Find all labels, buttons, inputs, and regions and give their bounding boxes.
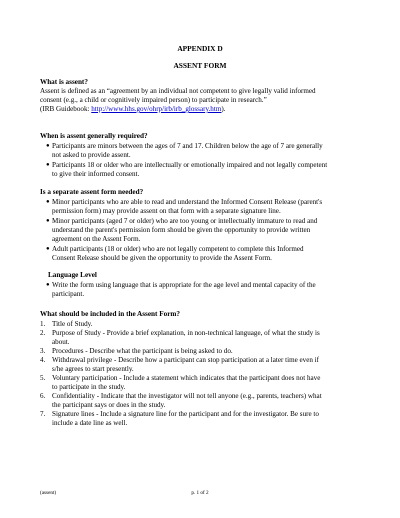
bullet-icon: ● — [46, 199, 50, 205]
item-line: to participate in the study. — [52, 383, 126, 391]
item-line: about. — [52, 338, 70, 346]
list-item-line: Minor participants (aged 7 or older) who are too young or intellectually immature to read and — [52, 217, 318, 225]
bullet-icon: ● — [46, 218, 50, 224]
section-heading-what-included: What should be included in the Assent Form? — [40, 310, 180, 318]
list-item-line: Participants 18 or older who are intellectually or emotionally impaired and not legally competent — [52, 161, 328, 169]
item-line: Withdrawal privilege - Describe how a participant can stop participation at a later time even if — [52, 356, 320, 364]
definition-line-2: consent (e.g., a child or cognitively impaired person) to participate in research.” — [40, 96, 267, 104]
appendix-label: APPENDIX D — [177, 44, 223, 53]
list-item-line: Consent Release should be given the opportunity to provide the Assent Form. — [52, 254, 272, 262]
item-number: 3. — [40, 347, 46, 355]
list-item-line: Participants are minors between the ages of 7 and 17. Children below the age of 7 are generally — [52, 142, 323, 150]
item-line: include a date line as well. — [52, 419, 128, 427]
list-item-line: agreement on the Assent Form. — [52, 235, 141, 243]
list-item-line: not asked to provide assent. — [52, 151, 131, 159]
item-line: Confidentiality - Indicate that the investigator will not tell anyone (e.g., parents, teachers) what — [52, 392, 322, 400]
list-item-line: Adult participants (18 or older) who are not legally competent to complete this Informed — [52, 245, 304, 253]
definition-line-1: Assent is defined as an “agreement by an individual not competent to give legally valid informed — [40, 87, 316, 95]
item-line: Signature lines - Include a signature line for the participant and for the investigator. Be sure to — [52, 410, 319, 418]
item-line: Title of Study. — [52, 320, 93, 328]
guidebook-prefix: (IRB Guidebook: — [40, 105, 92, 113]
list-item-line: permission form) may provide assent on that form with a separate signature line. — [52, 207, 281, 215]
bullet-icon: ● — [46, 162, 50, 168]
item-line: s/he agrees to start presently. — [52, 365, 134, 373]
list-item-line: Write the form using language that is appropriate for the age level and mental capacity of the — [52, 281, 316, 289]
item-number: 2. — [40, 329, 46, 337]
list-item-line: to give their informed consent. — [52, 170, 140, 178]
list-item-line: understand the parent's permission form should be given the opportunity to provide written — [52, 226, 311, 234]
guidebook-suffix: ). — [221, 105, 226, 113]
item-number: 5. — [40, 374, 46, 382]
section-heading-separate-form: Is a separate assent form needed? — [40, 188, 144, 196]
bullet-icon: ● — [46, 246, 50, 252]
item-number: 7. — [40, 410, 46, 418]
item-line: Purpose of Study - Provide a brief explanation, in non-technical language, of what the study is — [52, 329, 320, 337]
list-item-line: participant. — [52, 290, 85, 298]
footer-filename: (assent) — [40, 490, 57, 496]
item-line: Voluntary participation - Include a statement which indicates that the participant does not have — [52, 374, 321, 382]
section-heading-when-required: When is assent generally required? — [40, 132, 148, 140]
guidebook-reference — [40, 105, 226, 114]
guidebook-link[interactable]: http://www.hhs.gov/ohrp/irb/irb_glossary.htm — [91, 105, 222, 113]
item-number: 4. — [40, 356, 46, 364]
list-item-line: Minor participants who are able to read and understand the Informed Consent Release (parent's — [52, 198, 323, 206]
item-number: 1. — [40, 320, 46, 328]
section-heading-language-level: Language Level — [48, 271, 97, 279]
page-number: p. 1 of 2 — [191, 490, 209, 496]
section-heading-what-is-assent: What is assent? — [40, 78, 88, 86]
item-line: Procedures - Describe what the participant is being asked to do. — [52, 347, 233, 355]
bullet-icon: ● — [46, 143, 50, 149]
bullet-icon: ● — [46, 282, 50, 288]
form-title: ASSENT FORM — [173, 61, 227, 70]
item-line: the participant says or does in the study. — [52, 401, 166, 409]
item-number: 6. — [40, 392, 46, 400]
